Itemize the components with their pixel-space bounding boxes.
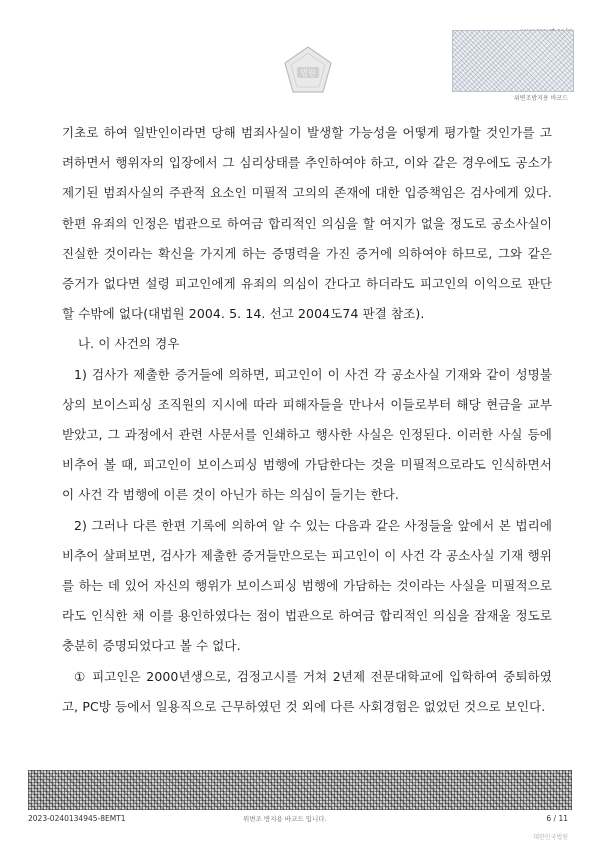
document-id: 2023-0240134945-8EMT1: [28, 814, 126, 823]
paragraph-circled-1: ① 피고인은 2000년생으로, 검정고시를 거쳐 2년제 전문대학교에 입학하여 중퇴하였고, PC방 등에서 일용직으로 근무하였던 것 외에 다른 사회경험은 없었던 것으로 보인다.: [62, 668, 552, 714]
paragraph-item-1: 1) 검사가 제출한 증거들에 의하면, 피고인이 이 사건 각 공소사실 기재와 같이 성명불상의 보이스피싱 조직원의 지시에 따라 피해자들을 만나서 이들로부터 해당 현금을 교부받았고, 그 과정에서 관련 사문서를 인쇄하고 행사한 사실은 인정된다. 이러한 사실 등에 비추어 볼 때, 피고인이 보이스피싱 범행에 가담한다는 것을 미필적으로라도 인식하면서 이 사건 각 범행에 이른 것이 아닌가 하는 의심이 들기는 한다.: [62, 366, 552, 503]
paragraph-legal-principle: 기초로 하여 일반인이라면 당해 범죄사실이 발생할 가능성을 어떻게 평가할 것인가를 고려하면서 행위자의 입장에서 그 심리상태를 추인하여야 하고, 이와 같은 경우에도 공소가 제기된 범죄사실의 주관적 요소인 미필적 고의의 존재에 대한 입증책임은 검사에게 있다. 한편 유죄의 인정은 법관으로 하여금 합리적인 의심을 할 여지가 없을 정도로 공소사실이 진실한 것이라는 확신을 가지게 하는 증명력을 가진 증거에 의하여야 하므로, 그와 같은 증거가 없다면 설령 피고인에게 유죄의 의심이 간다고 하더라도 피고인의 이익으로 판단할 수밖에 없다(대법원 2004. 5. 14. 선고 2004도74 판결 참조).: [62, 125, 552, 322]
document-body: [62, 118, 552, 722]
barcode-notice: 위변조 방지용 바코드 입니다.: [243, 815, 327, 823]
emblem-label: 법원: [300, 68, 316, 78]
paragraph-item-2: 2) 그러나 다른 한편 기록에 의하여 알 수 있는 다음과 같은 사정들을 앞에서 본 법리에 비추어 살펴보면, 검사가 제출한 증거들만으로는 피고인이 이 사건 각 공소사실 기재 행위를 하는 데 있어 자신의 행위가 보이스피싱 범행에 가담하는 것이라는 사실을 미필적으로라도 인식한 채 이를 용인하였다는 점이 법관으로 하여금 합리적인 의심을 잠재울 정도로 충분히 증명되었다고 볼 수 없다.: [62, 517, 552, 654]
seal-caption: 위변조방지용 바코드: [513, 95, 568, 102]
page-footer: [28, 814, 572, 826]
security-seal-image: [452, 30, 574, 92]
security-barcode-band: [28, 770, 572, 810]
section-heading: 나. 이 사건의 경우: [78, 336, 180, 352]
page-number: 6 / 11: [546, 814, 568, 823]
corner-watermark: 대한민국법원: [533, 834, 568, 841]
court-emblem: [281, 44, 335, 98]
